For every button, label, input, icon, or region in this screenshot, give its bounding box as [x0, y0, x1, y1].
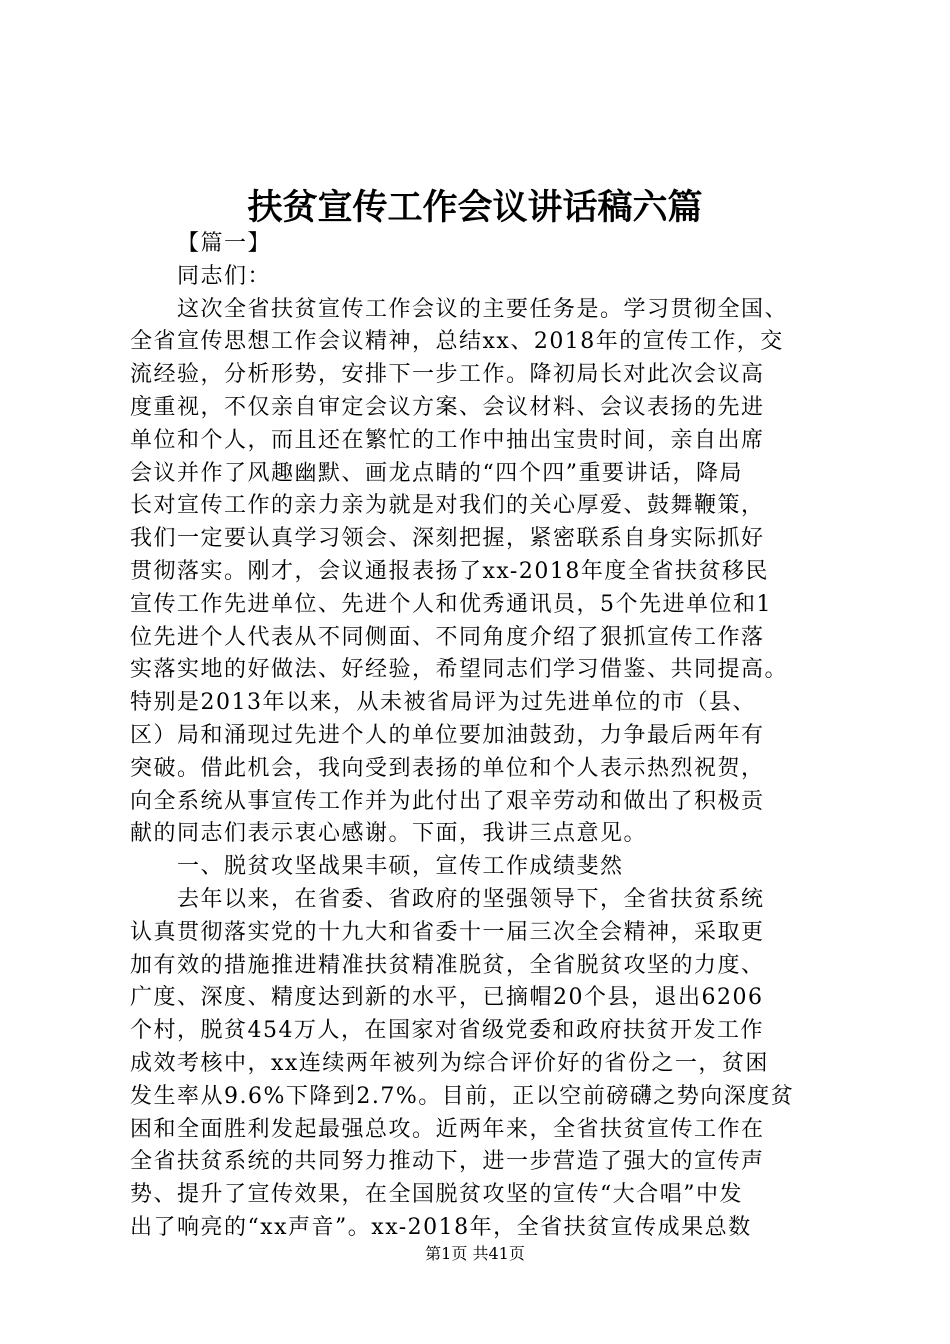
body-line: 成效考核中，xx连续两年被列为综合评价好的省份之一，贫困	[130, 1050, 769, 1076]
body-line: 全省宣传思想工作会议精神，总结xx、2018年的宣传工作，交	[130, 329, 784, 355]
body-line: 流经验，分析形势，安排下一步工作。降初局长对此次会议高	[130, 362, 765, 388]
body-line: 宣传工作先进单位、先进个人和优秀通讯员，5个先进单位和1	[130, 591, 772, 617]
body-line: 向全系统从事宣传工作并为此付出了艰辛劳动和做出了积极贡	[130, 788, 765, 814]
body-line: 出了响亮的“xx声音”。xx-2018年，全省扶贫宣传成果总数	[130, 1214, 752, 1240]
body-line: 会议并作了风趣幽默、画龙点睛的“四个四”重要讲话，降局	[130, 460, 743, 486]
body-line: 全省扶贫系统的共同努力推动下，进一步营造了强大的宣传声	[130, 1149, 765, 1175]
body-line: 度重视，不仅亲自审定会议方案、会议材料、会议表扬的先进	[130, 394, 765, 420]
body-line: 发生率从9.6%下降到2.7%。目前，正以空前磅礴之势向深度贫	[130, 1083, 795, 1109]
section-heading: 【篇一】	[177, 231, 272, 256]
page-number: 第1页	[425, 1244, 468, 1263]
body-line: 实落实地的好做法、好经验，希望同志们学习借鉴、共同提高。	[130, 657, 789, 683]
body-line: 特别是2013年以来，从未被省局评为过先进单位的市（县、	[130, 690, 756, 716]
body-line: 个村，脱贫454万人，在国家对省级党委和政府扶贫开发工作	[130, 1018, 764, 1044]
body-line: 我们一定要认真学习领会、深刻把握，紧密联系自身实际抓好	[130, 526, 765, 552]
page-footer	[0, 1242, 950, 1266]
body-line: 突破。借此机会，我向受到表扬的单位和个人表示热烈祝贺，	[130, 755, 765, 781]
body-line: 长对宣传工作的亲力亲为就是对我们的关心厚爱、鼓舞鞭策，	[130, 493, 765, 519]
subsection-heading: 一、脱贫攻坚战果丰硕，宣传工作成绩斐然	[177, 854, 624, 880]
body-line: 广度、深度、精度达到新的水平，已摘帽20个县，退出6206	[130, 985, 764, 1011]
body-line: 单位和个人，而且还在繁忙的工作中抽出宝贵时间，亲自出席	[130, 427, 765, 453]
document-title: 扶贫宣传工作会议讲话稿六篇	[247, 188, 703, 228]
body-line: 困和全面胜利发起最强总攻。近两年来，全省扶贫宣传工作在	[130, 1116, 765, 1142]
body-line: 区）局和涌现过先进个人的单位要加油鼓劲，力争最后两年有	[130, 722, 765, 748]
body-line: 认真贯彻落实党的十九大和省委十一届三次全会精神，采取更	[130, 919, 765, 945]
body-line: 贯彻落实。刚才，会议通报表扬了xx-2018年度全省扶贫移民	[130, 558, 769, 584]
salutation: 同志们：	[177, 263, 272, 289]
body-line: 加有效的措施推进精准扶贫精准脱贫，全省脱贫攻坚的力度、	[130, 952, 765, 978]
body-line: 势、提升了宣传效果，在全国脱贫攻坚的宣传“大合唱”中发	[130, 1182, 743, 1208]
body-line: 位先进个人代表从不同侧面、不同角度介绍了狠抓宣传工作落	[130, 624, 765, 650]
page-total: 共41页	[472, 1244, 525, 1263]
document-body	[130, 228, 835, 1245]
body-line: 去年以来，在省委、省政府的坚强领导下，全省扶贫系统	[177, 886, 765, 912]
body-line: 这次全省扶贫宣传工作会议的主要任务是。学习贯彻全国、	[177, 296, 789, 322]
body-line: 献的同志们表示衷心感谢。下面，我讲三点意见。	[130, 821, 648, 847]
